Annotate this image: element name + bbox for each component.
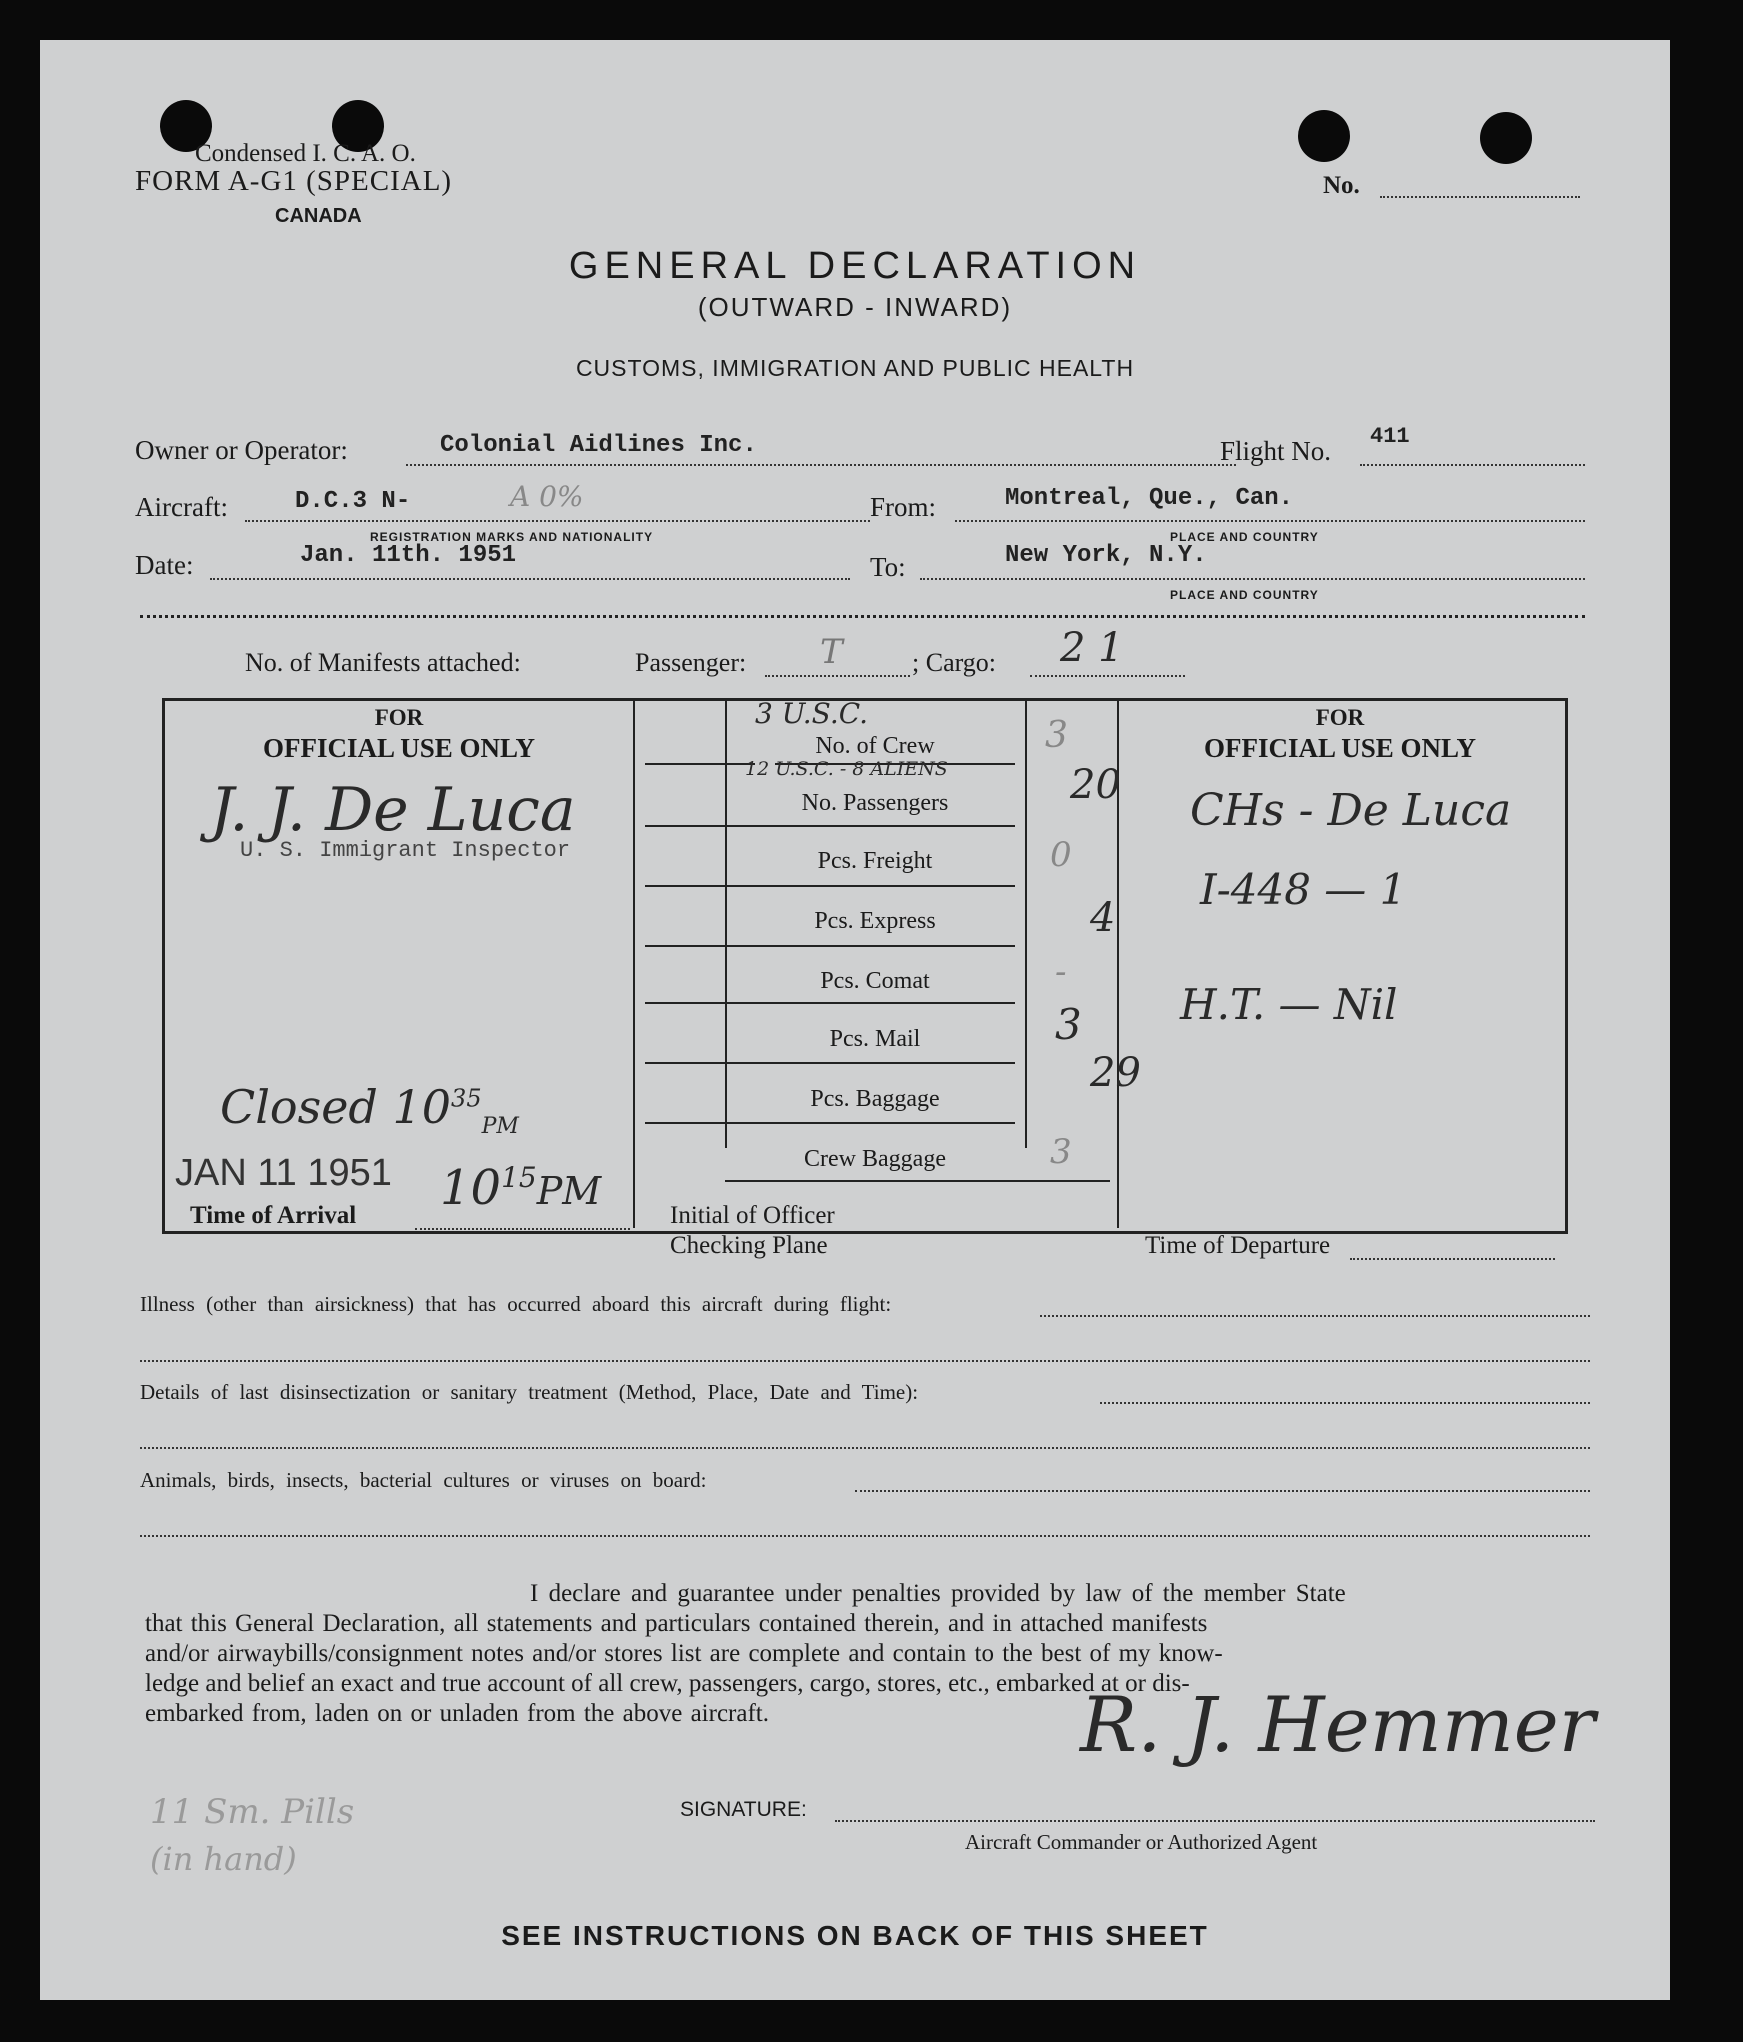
count-label-passengers: No. Passengers (801, 790, 949, 816)
count-row-line (645, 1002, 1015, 1004)
flight-line (1360, 464, 1585, 466)
official-note-1: CHs - De Luca (1190, 785, 1512, 836)
from-line (955, 520, 1585, 522)
count-row-line (725, 1180, 1110, 1182)
margin-note-2: (in hand) (150, 1840, 297, 1878)
declaration-line-1: I declare and guarantee under penalties provided by law of the member State (530, 1580, 1346, 1607)
passenger-line (765, 675, 910, 677)
officer-label-2: Checking Plane (670, 1232, 828, 1259)
closed-note (220, 1080, 519, 1139)
count-value-passengers: 20 (1070, 762, 1121, 808)
animals-line-1 (855, 1490, 1590, 1492)
closed-text: Closed 10 (220, 1080, 452, 1134)
signature-label: SIGNATURE: (680, 1798, 807, 1821)
arrival-minutes: 15 (501, 1161, 537, 1194)
official-note-2: I-448 — 1 (1200, 865, 1407, 914)
passenger-label: Passenger: (635, 648, 747, 677)
aircraft-caption: REGISTRATION MARKS AND NATIONALITY (370, 530, 654, 544)
owner-label: Owner or Operator: (135, 435, 348, 465)
left-official-heading1: FOR (374, 705, 424, 730)
inspector-stamp: U. S. Immigrant Inspector (240, 838, 571, 863)
count-row-line (645, 945, 1015, 947)
punch-hole (1480, 112, 1532, 164)
from-label: From: (870, 492, 937, 522)
count-row-line (645, 763, 755, 765)
aircraft-value: D.C.3 N- (295, 488, 411, 515)
count-row-line (645, 885, 1015, 887)
count-value-express: 4 (1090, 895, 1116, 941)
aircraft-line (245, 520, 870, 522)
count-label-comat: Pcs. Comat (820, 968, 930, 994)
passengers-annotation: 12 U.S.C. - 8 ALIENS (745, 758, 948, 780)
margin-note-1: 11 Sm. Pills (150, 1792, 355, 1832)
departure-label: Time of Departure (1145, 1232, 1331, 1259)
date-stamp: JAN 11 1951 (175, 1152, 392, 1194)
count-value-freight: 0 (1050, 835, 1072, 875)
count-label-freight: Pcs. Freight (817, 848, 933, 874)
footer-instructions: SEE INSTRUCTIONS ON BACK OF THIS SHEET (501, 1920, 1209, 1951)
box-inner-right (1025, 698, 1027, 1148)
box-divider-left (633, 698, 635, 1228)
form-header-line1: Condensed I. C. A. O. (195, 140, 416, 167)
aircraft-handwritten: A 0% (510, 480, 584, 513)
count-row-line (645, 1062, 1015, 1064)
disinsect-line-1 (1100, 1402, 1590, 1404)
count-value-crew-baggage: 3 (1050, 1132, 1072, 1172)
aircraft-label: Aircraft: (135, 492, 228, 522)
declaration-line-3: and/or airwaybills/consignment notes and/or stores list are complete and contain to the best of my know- (145, 1640, 1223, 1667)
count-value-crew: 3 (1045, 715, 1068, 756)
illness-line-2 (140, 1360, 1590, 1362)
cargo-label: ; Cargo: (912, 648, 997, 677)
count-value-mail: 3 (1055, 1000, 1082, 1049)
count-row-line (645, 1122, 1015, 1124)
right-official-heading2: OFFICIAL USE ONLY (1203, 733, 1477, 763)
header-divider (140, 615, 1585, 618)
cargo-value: 2 1 (1060, 625, 1124, 671)
count-value-baggage: 29 (1090, 1050, 1141, 1096)
illness-label: Illness (other than airsickness) that has occurred aboard this aircraft during flight: (140, 1292, 892, 1316)
arrival-label: Time of Arrival (190, 1202, 357, 1229)
count-row-line (645, 825, 1015, 827)
closed-pm: PM (481, 1114, 519, 1140)
no-line (1380, 196, 1580, 198)
to-value: New York, N.Y. (1005, 542, 1207, 569)
flight-label: Flight No. (1220, 436, 1332, 466)
count-label-crew: No. of Crew (815, 733, 935, 759)
right-official-heading1: FOR (1315, 705, 1365, 730)
manifests-label: No. of Manifests attached: (245, 648, 521, 677)
inspector-signature: J. J. De Luca (210, 775, 576, 845)
disinsect-label: Details of last disinsectization or sanitary treatment (Method, Place, Date and Time): (140, 1380, 919, 1404)
declaration-line-4: ledge and belief an exact and true account of all crew, passengers, cargo, stores, etc., embarked at or dis- (145, 1670, 1190, 1697)
form-header-line2: FORM A-G1 (SPECIAL) (135, 165, 453, 197)
no-label: No. (1323, 172, 1360, 199)
illness-line-1 (1040, 1315, 1590, 1317)
page-subject: CUSTOMS, IMMIGRATION AND PUBLIC HEALTH (575, 355, 1135, 381)
closed-minutes: 35 (451, 1084, 482, 1113)
to-line (920, 578, 1585, 580)
signature-line (835, 1820, 1595, 1822)
arrival-time (440, 1160, 601, 1216)
page-title: GENERAL DECLARATION (568, 245, 1142, 287)
animals-line-2 (140, 1535, 1590, 1537)
owner-value: Colonial Aidlines Inc. (440, 432, 757, 459)
punch-hole (1298, 110, 1350, 162)
flight-value: 411 (1370, 424, 1410, 449)
form-header-line3: CANADA (275, 205, 362, 227)
declaration-line-2: that this General Declaration, all statements and particulars contained therein, and in attached manifests (145, 1610, 1208, 1637)
owner-line (406, 464, 1236, 466)
arrival-hour: 10 (440, 1160, 502, 1216)
cargo-line (1030, 675, 1185, 677)
count-label-mail: Pcs. Mail (829, 1026, 921, 1052)
from-caption: PLACE AND COUNTRY (1170, 530, 1319, 544)
declaration-line-5: embarked from, laden on or unladen from the above aircraft. (145, 1700, 769, 1727)
count-label-express: Pcs. Express (814, 908, 936, 934)
arrival-pm: PM (536, 1169, 602, 1213)
count-value-comat: - (1055, 952, 1067, 992)
passenger-value: T (820, 632, 843, 672)
count-label-baggage: Pcs. Baggage (810, 1086, 940, 1112)
date-line (210, 578, 850, 580)
to-caption: PLACE AND COUNTRY (1170, 588, 1319, 602)
left-official-heading2: OFFICIAL USE ONLY (262, 733, 536, 763)
officer-label-1: Initial of Officer (670, 1202, 835, 1229)
from-value: Montreal, Que., Can. (1005, 485, 1294, 512)
arrival-line (415, 1228, 630, 1230)
document-page (40, 40, 1670, 2000)
disinsect-line-2 (140, 1447, 1590, 1449)
page-subtitle: (OUTWARD - INWARD) (697, 292, 1013, 322)
count-label-crew-baggage: Crew Baggage (804, 1146, 946, 1172)
official-note-3: H.T. — Nil (1180, 980, 1398, 1029)
crew-annotation: 3 U.S.C. (755, 697, 869, 730)
commander-signature: R. J. Hemmer (1080, 1680, 1596, 1769)
date-value: Jan. 11th. 1951 (300, 542, 517, 569)
to-label: To: (870, 552, 906, 582)
departure-line (1350, 1258, 1555, 1260)
animals-label: Animals, birds, insects, bacterial cultures or viruses on board: (140, 1468, 707, 1492)
date-label: Date: (135, 550, 194, 580)
signature-caption: Aircraft Commander or Authorized Agent (965, 1830, 1318, 1854)
